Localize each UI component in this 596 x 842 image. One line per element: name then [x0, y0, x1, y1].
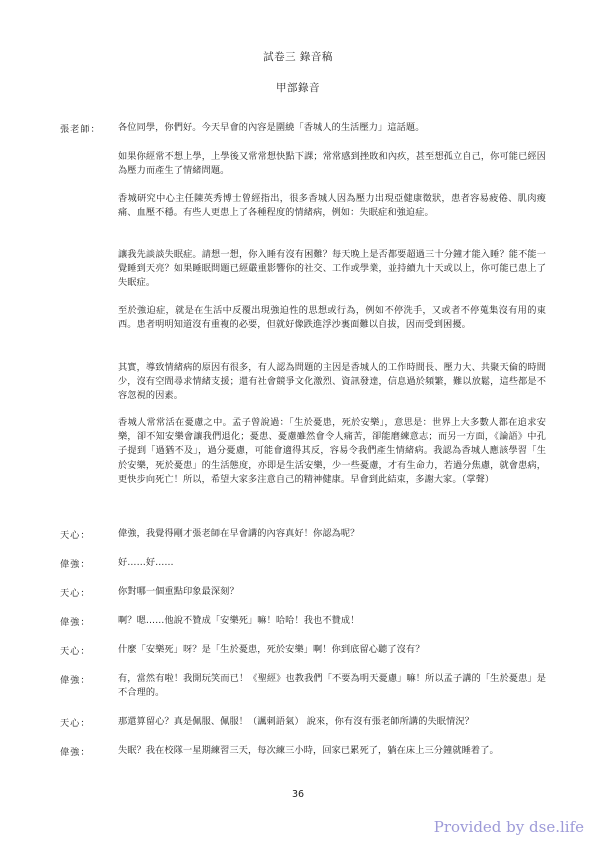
- speech-paragraph: 至於強迫症，就是在生活中反覆出現強迫性的思想或行為，例如不停洗手，又或者不停蒐集沒有用的東西。患者明明知道沒有重複的必要，但就好像跌進浮沙裏面難以自拔，因而受到困擾。: [118, 305, 546, 331]
- speaker-label: 天心：: [60, 718, 91, 729]
- watermark: Provided by dse.life: [433, 818, 584, 836]
- speech-text: 失眠？我在校隊一星期練習三天，每次練三小時，回家已累死了，躺在床上三分鐘就睡着了。: [118, 745, 499, 756]
- speech-paragraph: 香城研究中心主任陳英秀博士曾經指出，很多香城人因為壓力出現亞健康徵狀，患者容易疲倦、肌肉痠痛、血壓不穩。有些人更患上了各種程度的情緒病，例如：失眠症和強迫症。: [118, 193, 546, 219]
- speaker-label: 張老師：: [60, 124, 101, 135]
- speaker-label: 天心：: [60, 646, 91, 657]
- page-number: 36: [291, 789, 305, 800]
- speech-text: 有，當然有啦！我開玩笑而已！《聖經》也教我們「不要為明天憂慮」嘛！所以孟子講的「生於憂患」是不合理的。: [118, 673, 546, 699]
- speaker-label: 偉強：: [60, 617, 91, 628]
- speech-text: 你對哪一個重點印象最深刻？: [118, 586, 239, 597]
- speech-text: 各位同學，你們好。今天早會的內容是圍繞「香城人的生活壓力」這話題。: [118, 122, 425, 133]
- speech-paragraph: 如果你經常不想上學，上學後又常常想快點下課；常常感到挫敗和內疚，甚至想孤立自己，你可能已經因為壓力而產生了情緒問題。: [118, 151, 546, 177]
- speech-text: 啊？嗯……他說不贊成「安樂死」嘛！哈哈！我也不贊成！: [118, 615, 360, 626]
- speech-text: 好……好……: [118, 557, 174, 568]
- speaker-label: 偉強：: [60, 559, 91, 570]
- speech-text: 什麼「安樂死」呀？是「生於憂患，死於安樂」啊！你到底留心聽了沒有？: [118, 644, 425, 655]
- section-title: 甲部錄音: [276, 82, 320, 94]
- speech-text: 偉強，我覺得剛才張老師在早會講的內容真好！你認為呢？: [118, 528, 360, 539]
- speech-paragraph: 讓我先談談失眠症。請想一想，你入睡有沒有困難？每天晚上是否都要超過三十分鐘才能入睡？能不能一覺睡到天亮？如果睡眠問題已經嚴重影響你的社交、工作或學業，並持續九十天或以上，你可能已患上了失眠症。: [118, 249, 546, 289]
- speaker-label: 偉強：: [60, 675, 91, 686]
- speech-paragraph: 其實，導致情緒病的原因有很多，有人認為問題的主因是香城人的工作時間長、壓力大、共聚天倫的時間少，沒有空間尋求情緒支援；還有社會競爭文化激烈、資訊發達，信息過於頻繁，難以放鬆，這些都是不容忽視的因素。: [118, 362, 546, 402]
- speaker-label: 天心：: [60, 588, 91, 599]
- speech-paragraph: 香城人常常活在憂慮之中。孟子曾說過：「生於憂患，死於安樂」，意思是：世界上大多數人都在追求安樂，卻不知安樂會讓我們退化；憂患、憂慮雖然會令人痛苦，卻能磨練意志；而另一方面，《論語》中孔子提到「過猶不及」，過分憂慮，可能會適得其反，容易令我們產生情緒病。我認為香城人應該學習「生於安樂，死於憂患」的生活態度，亦即是生活安樂，少一些憂慮，才有生命力，若過分焦慮，就會患病，更快步向死亡！所以，希望大家多注意自己的精神健康。早會到此結束，多謝大家。（掌聲）: [118, 417, 546, 485]
- paper-title: 試卷三 錄音稿: [263, 51, 333, 63]
- speech-text: 那還算留心？真是佩服、佩服！（諷刺語氣） 說來，你有沒有張老師所講的失眠情況？: [118, 716, 474, 727]
- speaker-label: 偉強：: [60, 747, 91, 758]
- speaker-label: 天心：: [60, 530, 91, 541]
